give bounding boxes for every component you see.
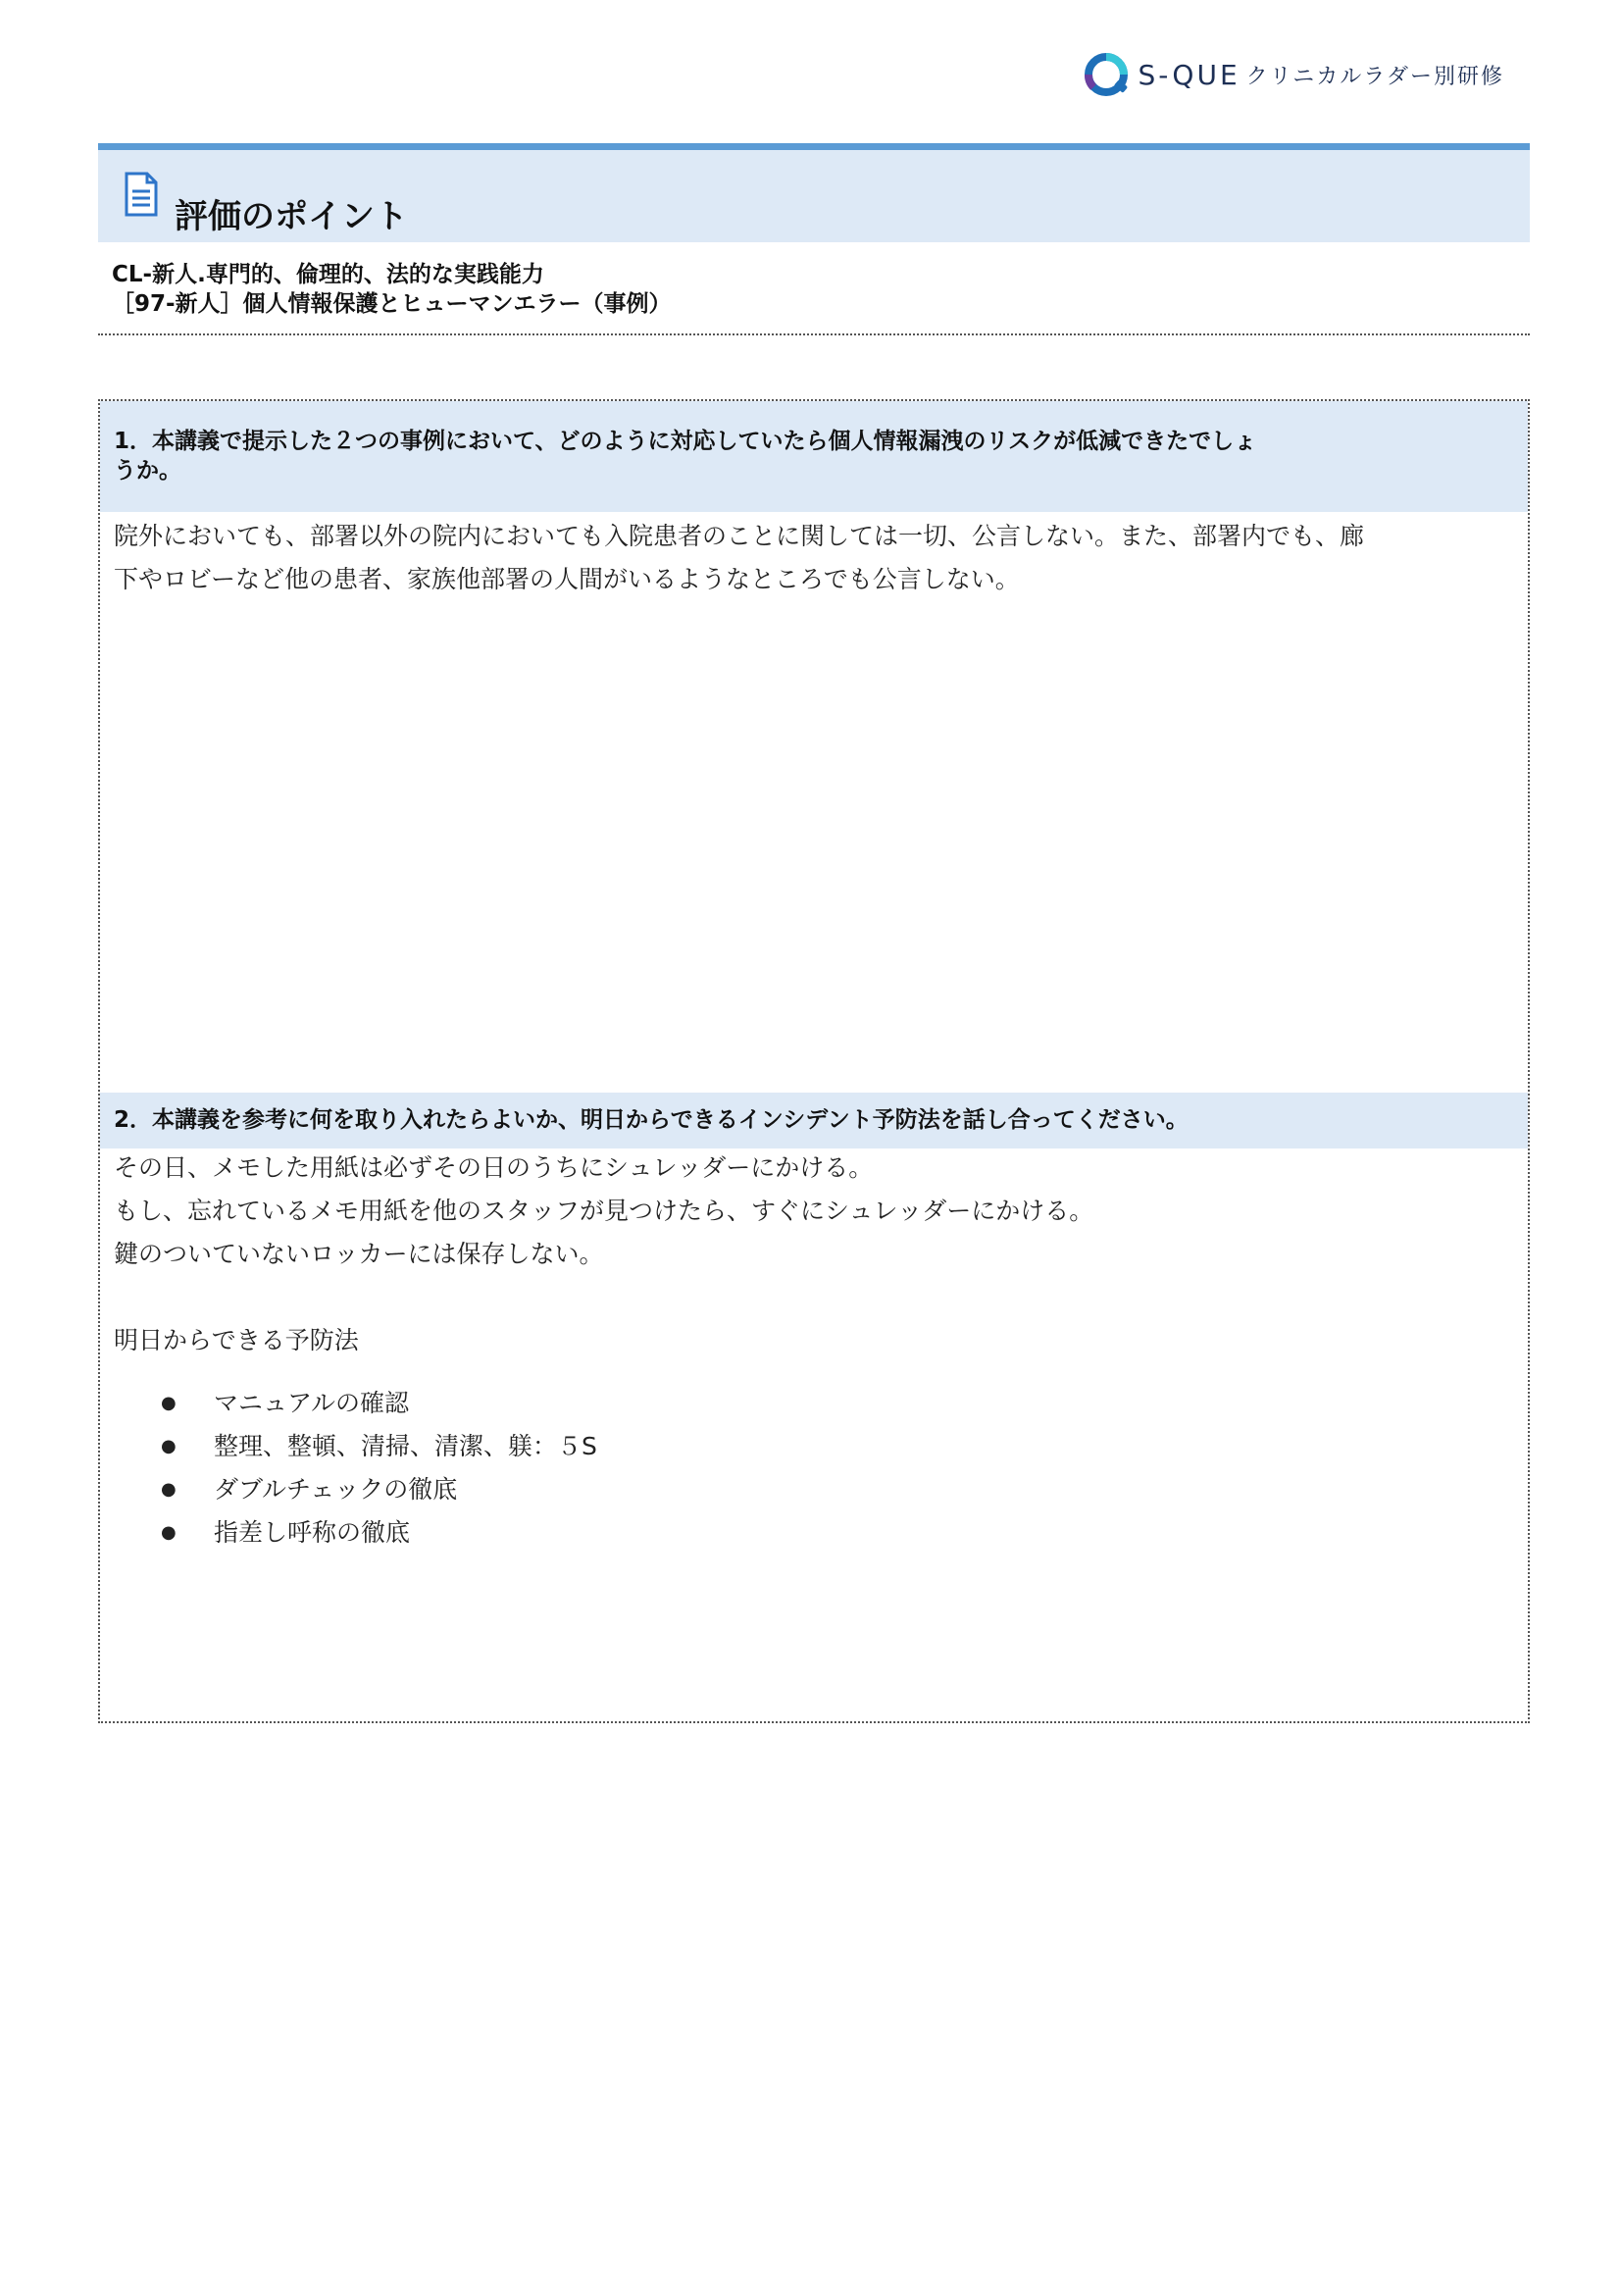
logo-mark-icon <box>1084 50 1133 99</box>
prevention-subheading: 明日からできる予防法 <box>114 1326 359 1354</box>
logo-subtitle: クリニカルラダー別研修 <box>1245 64 1504 89</box>
list-item: ● マニュアルの確認 <box>161 1382 597 1425</box>
course-info <box>112 260 672 319</box>
answer-2-line-2: もし、忘れているメモ用紙を他のスタッフが見つけたら、すぐにシュレッダーにかける。 <box>114 1197 1094 1225</box>
document-icon <box>124 172 159 217</box>
dotted-divider <box>98 333 1530 335</box>
answer-frame <box>98 399 1530 1723</box>
list-item: ● 整理、整頓、清掃、清潔、躾：５S <box>161 1425 597 1468</box>
banner-title: 評価のポイント <box>175 197 408 236</box>
logo <box>1084 47 1504 102</box>
question-1-line-1: 1．本講義で提示した２つの事例において、どのように対応していたら個人情報漏洩のリスクが低減できたでしょ <box>114 429 1257 454</box>
answer-1-line-2: 下やロビーなど他の患者、家族他部署の人間がいるようなところでも公言しない。 <box>114 565 1020 593</box>
answer-2-line-1: その日、メモした用紙は必ずその日のうちにシュレッダーにかける。 <box>114 1153 874 1182</box>
logo-brand: S-QUE <box>1138 58 1240 91</box>
list-item: ● ダブルチェックの徹底 <box>161 1468 597 1511</box>
section-banner <box>98 143 1530 242</box>
answer-2-line-3: 鍵のついていないロッカーには保存しない。 <box>114 1240 604 1268</box>
blank-line <box>114 1276 1093 1319</box>
question-2-heading: 2．本講義を参考に何を取り入れたらよいか、明日からできるインシデント予防法を話し合ってください。 <box>100 1093 1528 1148</box>
question-1-heading <box>100 401 1528 512</box>
list-item: ● 指差し呼称の徹底 <box>161 1511 597 1555</box>
question-2-answer <box>114 1147 1093 1362</box>
prevention-list <box>161 1382 597 1555</box>
question-1-line-2: うか。 <box>114 458 181 484</box>
course-title: ［97-新人］個人情報保護とヒューマンエラー（事例） <box>112 291 672 317</box>
answer-1-line-1: 院外においても、部署以外の院内においても入院患者のことに関しては一切、公言しない。また、部署内でも、廊 <box>114 522 1365 550</box>
course-category: CL-新人.専門的、倫理的、法的な実践能力 <box>112 262 544 287</box>
question-1-answer <box>114 515 1516 601</box>
